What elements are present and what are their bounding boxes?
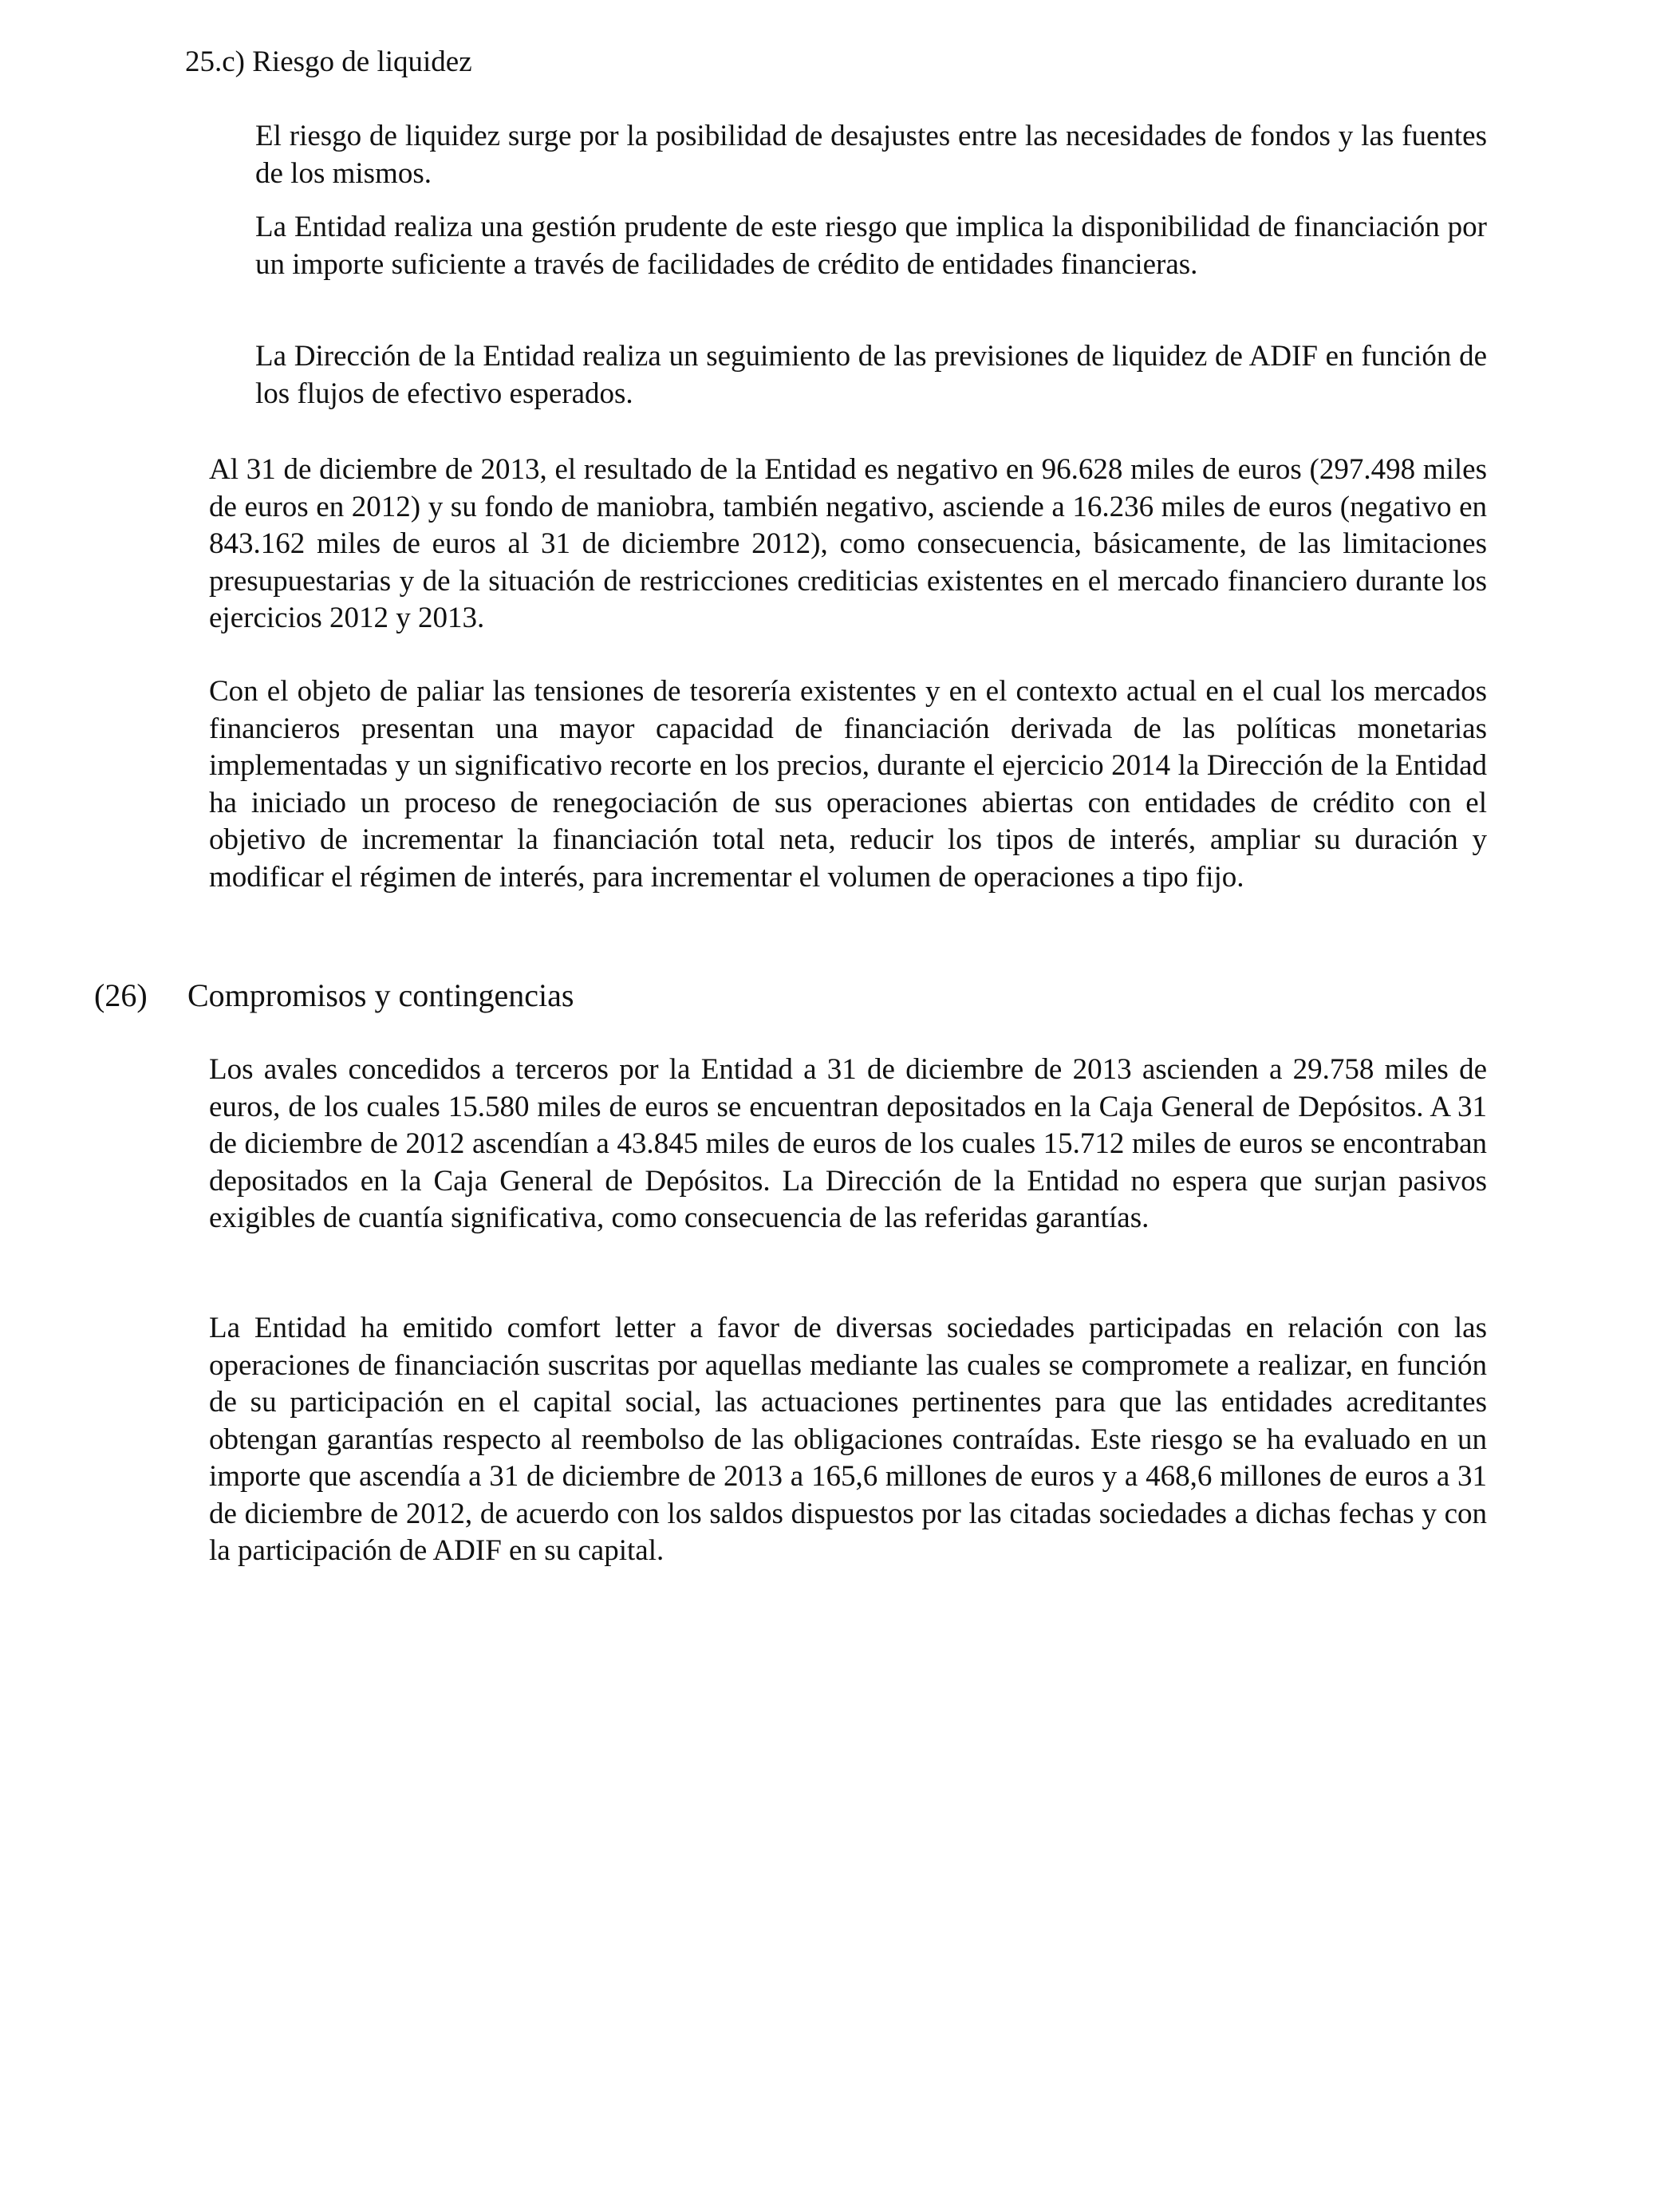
paragraph-guarantees: Los avales concedidos a terceros por la Entidad a 31 de diciembre de 2013 ascienden a 29.758 miles de euros, de los cuales 15.580 miles de euros se encuentran depositados en la Caja General de Depósitos. A 31 de diciembre de 2012 ascendían a 43.845 miles de euros de los cuales 15.712 miles de euros se encontraban depositados en la Caja General de Depósitos. La Dirección de la Entidad no espera que surjan pasivos exigibles de cuantía significativa, como consecuencia de las referidas garantías. xyxy=(209,1053,1487,1234)
paragraph-liquidity-definition: El riesgo de liquidez surge por la posibilidad de desajustes entre las necesidades de fondos y las fuentes de los mismos. xyxy=(255,120,1487,190)
paragraph-prudent-management: La Entidad realiza una gestión prudente de este riesgo que implica la disponibilidad de financiación por un importe suficiente a través de facilidades de crédito de entidades financieras. xyxy=(255,211,1487,281)
section-number: (26) xyxy=(94,977,148,1013)
paragraph-results-2013: Al 31 de diciembre de 2013, el resultado de la Entidad es negativo en 96.628 miles de euros (297.498 miles de euros en 2012) y su fondo de maniobra, también negativo, asciende a 16.236 miles de euros (negativo en 843.162 miles de euros al 31 de diciembre 2012), como consecuencia, básicamente, de las limitaciones presupuestarias y de la situación de restricciones crediticias existentes en el mercado financiero durante los ejercicios 2012 y 2013. xyxy=(209,453,1487,634)
paragraph-comfort-letter: La Entidad ha emitido comfort letter a favor de diversas sociedades participadas en relación con las operaciones de financiación suscritas por aquellas mediante las cuales se compromete a realizar, en función de su participación en el capital social, las actuaciones pertinentes para que las entidades acreditantes obtengan garantías respecto al reembolso de las obligaciones contraídas. Este riesgo se ha evaluado en un importe que ascendía a 31 de diciembre de 2013 a 165,6 millones de euros y a 468,6 millones de euros a 31 de diciembre de 2012, de acuerdo con los saldos dispuestos por las citadas sociedades a dichas fechas y con la participación de ADIF en su capital. xyxy=(209,1312,1487,1567)
paragraph-liquidity-monitoring: La Dirección de la Entidad realiza un seguimiento de las previsiones de liquidez de ADIF en función de los flujos de efectivo esperados. xyxy=(255,340,1487,410)
paragraph-renegotiation: Con el objeto de paliar las tensiones de tesorería existentes y en el contexto actual en el cual los mercados financieros presentan una mayor capacidad de financiación derivada de las políticas monetarias implementadas y un significativo recorte en los precios, durante el ejercicio 2014 la Dirección de la Entidad ha iniciado un proceso de renegociación de sus operaciones abiertas con entidades de crédito con el objetivo de incrementar la financiación total neta, reducir los tipos de interés, ampliar su duración y modificar el régimen de interés, para incrementar el volumen de operaciones a tipo fijo. xyxy=(209,675,1487,894)
section-title: Compromisos y contingencias xyxy=(187,977,574,1013)
section-heading-26 xyxy=(94,975,574,1016)
subsection-heading-liquidity-risk: 25.c) Riesgo de liquidez xyxy=(185,45,472,78)
